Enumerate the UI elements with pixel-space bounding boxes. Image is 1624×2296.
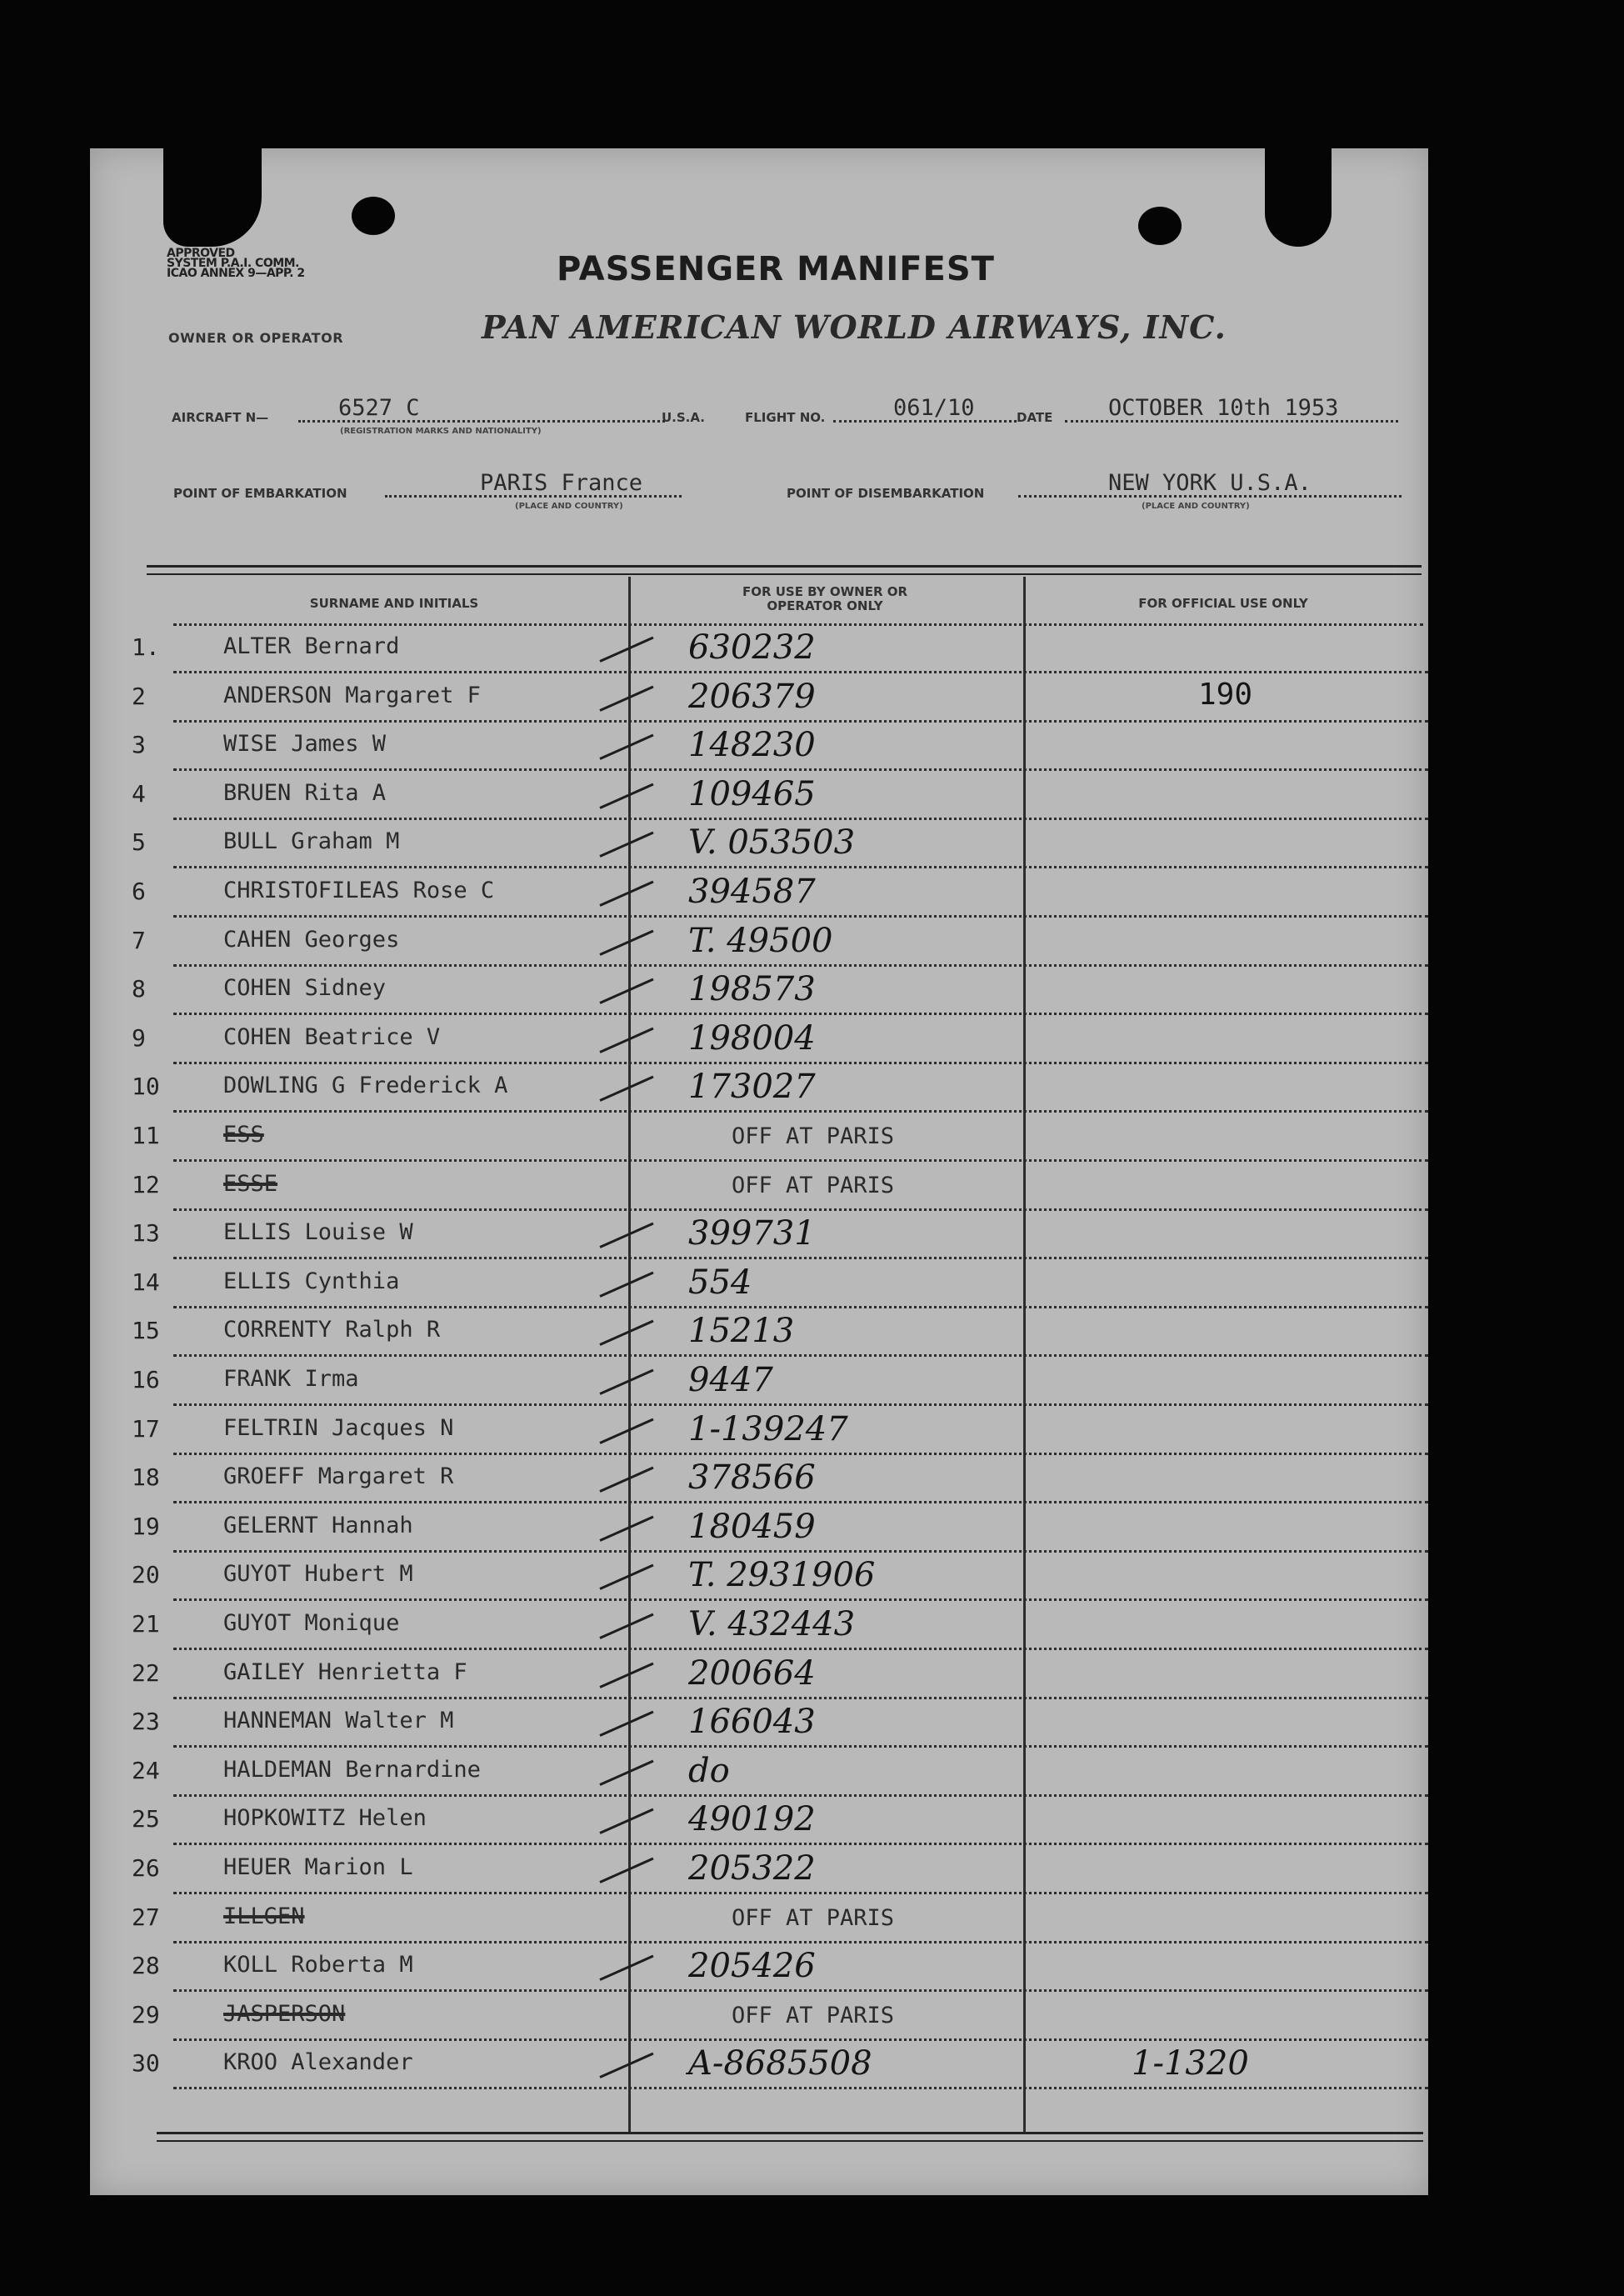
- row-number: 7: [132, 926, 146, 954]
- ticket-number: 198573: [688, 970, 816, 1009]
- passenger-name: HEUER Marion L: [223, 1854, 413, 1880]
- ticket-number: 1-139247: [688, 1409, 848, 1448]
- passenger-name: ESSE: [223, 1170, 278, 1197]
- check-mark: [599, 685, 653, 711]
- row-note: OFF AT PARIS: [732, 1123, 895, 1149]
- passenger-name: HOPKOWITZ Helen: [223, 1805, 427, 1832]
- row-rule: [173, 1159, 1428, 1162]
- row-rule: [173, 2038, 1428, 2041]
- col-header-official: FOR OFFICIAL USE ONLY: [1138, 596, 1308, 611]
- passenger-name: JASPERSON: [223, 2000, 346, 2027]
- ticket-number: 554: [688, 1263, 752, 1302]
- table-row: [90, 1260, 1428, 1308]
- table-row: [90, 625, 1428, 673]
- flight-rule: [833, 420, 1017, 423]
- row-number: 3: [132, 731, 146, 759]
- passenger-name: COHEN Sidney: [223, 975, 387, 1002]
- table-row: [90, 1553, 1428, 1601]
- passenger-name: BULL Graham M: [223, 828, 400, 855]
- passenger-name: ILLGEN: [223, 1903, 305, 1929]
- ticket-number: 630232: [688, 628, 816, 667]
- punch-hole-left: [352, 197, 395, 235]
- check-mark: [599, 1808, 653, 1834]
- row-number: 15: [132, 1317, 160, 1345]
- row-note: OFF AT PARIS: [732, 2002, 895, 2028]
- aircraft-caption: (REGISTRATION MARKS AND NATIONALITY): [340, 427, 542, 436]
- row-number: 28: [132, 1952, 160, 1980]
- ticket-number: 166043: [688, 1703, 816, 1742]
- row-number: 10: [132, 1073, 160, 1101]
- check-mark: [599, 1027, 653, 1053]
- row-rule: [173, 2087, 1428, 2089]
- table-row: [90, 1602, 1428, 1650]
- table-row: [90, 1064, 1428, 1113]
- check-mark: [599, 1369, 653, 1395]
- table-row: [90, 1308, 1428, 1357]
- table-row: [90, 1358, 1428, 1406]
- table-top-rule: [147, 565, 1422, 568]
- table-row: [90, 723, 1428, 771]
- check-mark: [599, 1076, 653, 1102]
- table-row: [90, 1016, 1428, 1064]
- passenger-name: GUYOT Hubert M: [223, 1561, 413, 1588]
- check-mark: [599, 1564, 653, 1590]
- row-number: 23: [132, 1708, 160, 1736]
- embark-caption: (PLACE AND COUNTRY): [515, 502, 623, 511]
- table-row: [90, 772, 1428, 820]
- row-rule: [173, 1648, 1428, 1650]
- row-rule: [173, 915, 1428, 918]
- col-header-owner: FOR USE BY OWNER OR OPERATOR ONLY: [742, 584, 908, 613]
- table-row: [90, 1797, 1428, 1845]
- table-row: [90, 1113, 1428, 1162]
- check-mark: [599, 783, 653, 808]
- date-label: DATE: [1017, 410, 1053, 425]
- flight-label: FLIGHT NO.: [745, 410, 826, 425]
- check-mark: [599, 1955, 653, 1981]
- row-number: 6: [132, 878, 146, 905]
- ticket-number: 490192: [688, 1800, 816, 1839]
- disembark-value: NEW YORK U.S.A.: [1108, 470, 1312, 496]
- table-row: [90, 1504, 1428, 1553]
- approval-stamp: APPROVED SYSTEM P.A.I. COMM. ICAO ANNEX 9—APP. 2: [167, 247, 305, 280]
- passenger-name: DOWLING G Frederick A: [223, 1073, 508, 1099]
- official-mark: 1-1320: [1132, 2044, 1249, 2083]
- table-row: [90, 820, 1428, 868]
- row-number: 24: [132, 1756, 160, 1784]
- table-row: [90, 1163, 1428, 1211]
- row-rule: [173, 1453, 1428, 1455]
- row-number: 5: [132, 828, 146, 857]
- passenger-name: GAILEY Henrietta F: [223, 1658, 467, 1685]
- col-header-name: SURNAME AND INITIALS: [309, 596, 479, 611]
- passenger-name: CORRENTY Ralph R: [223, 1317, 441, 1343]
- aircraft-label: AIRCRAFT N—: [172, 410, 269, 425]
- ticket-number: 180459: [688, 1507, 816, 1546]
- table-row: [90, 1651, 1428, 1699]
- passenger-name: GUYOT Monique: [223, 1610, 400, 1636]
- passenger-name: ELLIS Louise W: [223, 1219, 413, 1246]
- ticket-number: 399731: [688, 1214, 816, 1253]
- row-number: 12: [132, 1170, 160, 1198]
- aircraft-value: 6527 C: [338, 395, 420, 421]
- passenger-name: ESS: [223, 1122, 264, 1148]
- official-mark: 190: [1198, 677, 1253, 712]
- ticket-number: 15213: [688, 1312, 795, 1351]
- row-rule: [173, 1598, 1428, 1601]
- owner-label: OWNER OR OPERATOR: [168, 330, 344, 346]
- row-rule: [173, 1062, 1428, 1064]
- ticket-number: 378566: [688, 1458, 816, 1498]
- nationality-label: U.S.A.: [662, 410, 705, 425]
- row-number: 29: [132, 2000, 160, 2028]
- check-mark: [599, 832, 653, 858]
- ticket-number: do: [688, 1751, 730, 1790]
- check-mark: [599, 929, 653, 955]
- row-rule: [173, 1941, 1428, 1943]
- row-rule: [173, 1306, 1428, 1308]
- table-bottom-rule: [157, 2132, 1423, 2134]
- check-mark: [599, 637, 653, 663]
- ticket-number: 394587: [688, 873, 816, 911]
- passenger-name: KROO Alexander: [223, 2049, 413, 2076]
- flight-value: 061/10: [893, 395, 975, 421]
- passenger-name: GELERNT Hannah: [223, 1512, 413, 1538]
- row-number: 20: [132, 1561, 160, 1589]
- row-rule: [173, 818, 1428, 820]
- passenger-name: GROEFF Margaret R: [223, 1463, 454, 1490]
- check-mark: [599, 1515, 653, 1541]
- table-row: [90, 1699, 1428, 1748]
- embark-value: PARIS France: [480, 470, 643, 496]
- table-row: [90, 869, 1428, 918]
- row-number: 11: [132, 1122, 160, 1149]
- passenger-name: WISE James W: [223, 731, 387, 758]
- ticket-number: 148230: [688, 726, 816, 765]
- check-mark: [599, 1613, 653, 1639]
- passenger-name: CHRISTOFILEAS Rose C: [223, 878, 495, 903]
- check-mark: [599, 1320, 653, 1346]
- row-rule: [173, 1354, 1428, 1357]
- table-row: [90, 918, 1428, 967]
- manifest-page: [90, 148, 1428, 2195]
- check-mark: [599, 1467, 653, 1493]
- check-mark: [599, 734, 653, 760]
- passenger-name: HALDEMAN Bernardine: [223, 1756, 481, 1783]
- check-mark: [599, 1711, 653, 1737]
- punch-hole-right: [1138, 207, 1182, 245]
- check-mark: [599, 1662, 653, 1688]
- ticket-number: T. 49500: [688, 921, 833, 960]
- row-number: 25: [132, 1805, 160, 1833]
- row-rule: [173, 671, 1428, 673]
- check-mark: [599, 1418, 653, 1443]
- ticket-number: 9447: [688, 1361, 773, 1399]
- ticket-number: 198004: [688, 1018, 816, 1058]
- operator-name: PAN AMERICAN WORLD AIRWAYS, INC.: [482, 308, 1227, 346]
- row-rule: [173, 1550, 1428, 1553]
- ticket-number: V. 053503: [688, 823, 856, 863]
- table-row: [90, 1895, 1428, 1943]
- row-number: 16: [132, 1366, 160, 1393]
- ticket-number: 205426: [688, 1947, 816, 1986]
- check-mark: [599, 881, 653, 907]
- row-number: 14: [132, 1268, 160, 1296]
- row-number: 22: [132, 1658, 160, 1687]
- row-note: OFF AT PARIS: [732, 1904, 895, 1931]
- aircraft-rule: [298, 420, 665, 423]
- check-mark: [599, 1271, 653, 1297]
- row-number: 8: [132, 975, 146, 1003]
- row-number: 26: [132, 1854, 160, 1882]
- row-rule: [173, 1501, 1428, 1503]
- row-rule: [173, 1892, 1428, 1894]
- row-rule: [173, 1257, 1428, 1259]
- table-row: [90, 1943, 1428, 1992]
- ticket-number: 109465: [688, 774, 816, 813]
- row-number: 2: [132, 682, 146, 710]
- table-row: [90, 2041, 1428, 2089]
- row-note: OFF AT PARIS: [732, 1172, 895, 1198]
- row-rule: [173, 768, 1428, 771]
- check-mark: [599, 1223, 653, 1248]
- row-number: 4: [132, 779, 146, 808]
- ticket-number: 206379: [688, 677, 816, 716]
- table-row: [90, 1846, 1428, 1894]
- table-row: [90, 1748, 1428, 1797]
- ticket-number: A-8685508: [688, 2044, 872, 2083]
- row-rule: [173, 866, 1428, 868]
- passenger-name: BRUEN Rita A: [223, 779, 387, 806]
- row-number: 27: [132, 1903, 160, 1931]
- embark-rule: [385, 495, 682, 498]
- passenger-name: HANNEMAN Walter M: [223, 1708, 454, 1734]
- passenger-name: FRANK Irma: [223, 1366, 359, 1392]
- table-row: [90, 967, 1428, 1015]
- row-rule: [173, 1843, 1428, 1845]
- passenger-name: FELTRIN Jacques N: [223, 1414, 454, 1441]
- disembark-caption: (PLACE AND COUNTRY): [1142, 502, 1250, 511]
- check-mark: [599, 978, 653, 1004]
- row-number: 13: [132, 1219, 160, 1248]
- table-row: [90, 1993, 1428, 2041]
- torn-corner-left: [163, 148, 262, 247]
- table-row: [90, 1407, 1428, 1455]
- row-number: 19: [132, 1512, 160, 1540]
- ticket-number: 200664: [688, 1653, 816, 1693]
- ticket-number: 205322: [688, 1849, 816, 1888]
- row-number: 1.: [132, 633, 160, 661]
- check-mark: [599, 1759, 653, 1785]
- table-bottom-rule-2: [157, 2140, 1423, 2142]
- passenger-name: ALTER Bernard: [223, 633, 400, 659]
- page-title: PASSENGER MANIFEST: [557, 250, 995, 288]
- row-rule: [173, 964, 1428, 967]
- row-rule: [173, 1989, 1428, 1992]
- date-value: OCTOBER 10th 1953: [1108, 395, 1339, 421]
- embark-label: POINT OF EMBARKATION: [173, 486, 347, 501]
- disembark-label: POINT OF DISEMBARKATION: [787, 486, 985, 501]
- ticket-number: V. 432443: [688, 1605, 856, 1643]
- torn-corner-right: [1265, 148, 1332, 247]
- table-top-rule-2: [147, 573, 1422, 575]
- ticket-number: 173027: [688, 1068, 816, 1107]
- row-number: 9: [132, 1023, 146, 1052]
- row-rule: [173, 1697, 1428, 1699]
- check-mark: [599, 1858, 653, 1883]
- check-mark: [599, 2053, 653, 2078]
- row-rule: [173, 1208, 1428, 1211]
- row-number: 30: [132, 2049, 160, 2078]
- passenger-name: CAHEN Georges: [223, 926, 400, 953]
- row-rule: [173, 720, 1428, 723]
- passenger-name: KOLL Roberta M: [223, 1952, 413, 1978]
- row-rule: [173, 1403, 1428, 1406]
- date-rule: [1065, 420, 1398, 423]
- table-row: [90, 1455, 1428, 1503]
- ticket-number: T. 2931906: [688, 1556, 876, 1595]
- disembark-rule: [1018, 495, 1402, 498]
- table-row: [90, 674, 1428, 723]
- row-rule: [173, 1110, 1428, 1113]
- row-number: 18: [132, 1463, 160, 1492]
- row-rule: [173, 1794, 1428, 1797]
- passenger-name: ELLIS Cynthia: [223, 1268, 400, 1294]
- row-rule: [173, 1745, 1428, 1748]
- row-rule: [173, 1013, 1428, 1015]
- row-number: 17: [132, 1414, 160, 1443]
- row-number: 21: [132, 1610, 160, 1638]
- table-row: [90, 1211, 1428, 1259]
- passenger-name: COHEN Beatrice V: [223, 1023, 441, 1050]
- passenger-name: ANDERSON Margaret F: [223, 682, 481, 708]
